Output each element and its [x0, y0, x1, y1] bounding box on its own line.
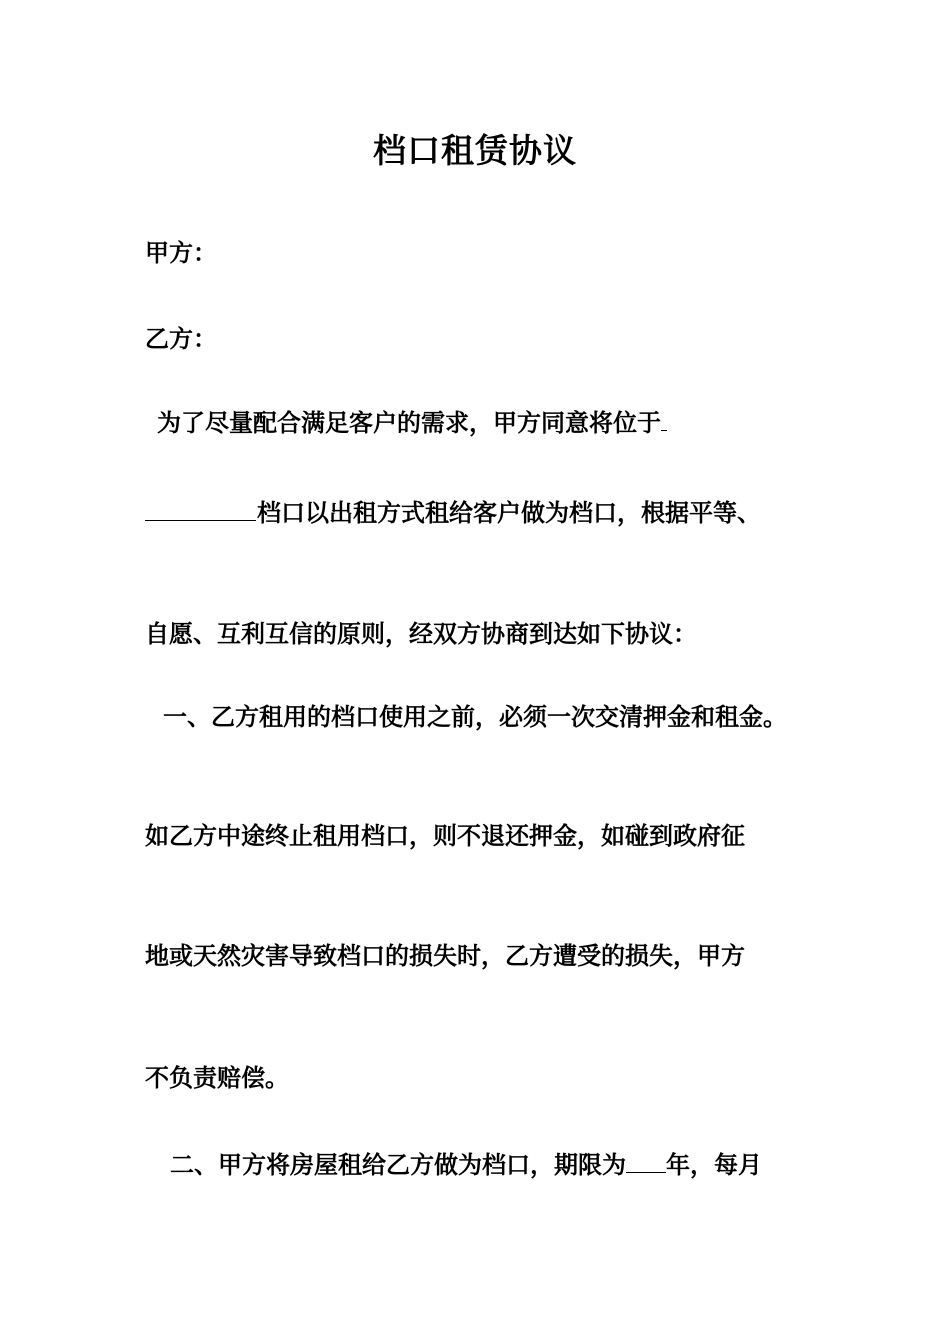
intro-line-3: 自愿、互利互信的原则，经双方协商到达如下协议：	[145, 619, 697, 648]
intro-line-2	[145, 496, 761, 530]
clause-2-text-after: 年，每月	[666, 1150, 762, 1179]
clause-1-line-1: 一、乙方租用的档口使用之前，必须一次交清押金和租金。	[163, 702, 787, 731]
intro-line-1	[145, 406, 667, 440]
clause-1-line-4: 不负责赔偿。	[145, 1063, 289, 1092]
party-a-label: 甲方：	[145, 238, 217, 267]
document-title: 档口租赁协议	[373, 131, 577, 170]
clause-2-line-1	[145, 1148, 762, 1182]
clause-1-line-2: 如乙方中途终止租用档口，则不退还押金，如碰到政府征	[145, 821, 745, 850]
clause-2-text-before: 二、甲方将房屋租给乙方做为档口，期限为	[170, 1150, 626, 1179]
intro-text-2: 档口以出租方式租给客户做为档口，根据平等、	[257, 498, 761, 527]
clause-1-line-3: 地或天然灾害导致档口的损失时，乙方遭受的损失，甲方	[145, 941, 745, 970]
lease-years-blank	[626, 1148, 666, 1173]
intro-text-1: 为了尽量配合满足客户的需求，甲方同意将位于	[157, 408, 661, 437]
party-b-label: 乙方：	[145, 324, 217, 353]
location-blank	[145, 496, 256, 521]
location-blank-start	[661, 406, 667, 431]
